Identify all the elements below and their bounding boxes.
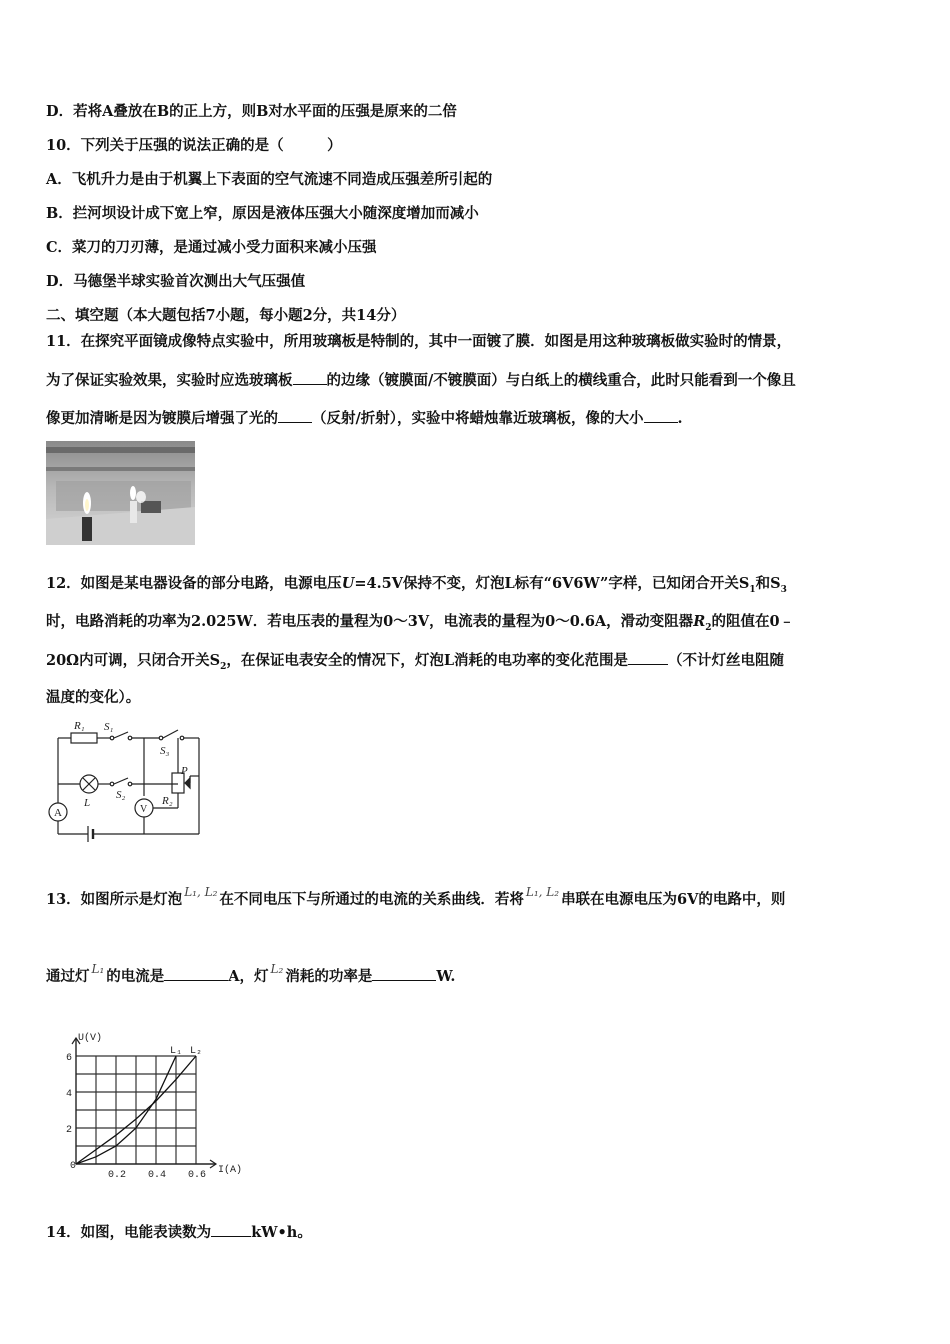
answer-blank	[644, 408, 678, 423]
answer-blank	[278, 408, 312, 423]
switch-s2-lever	[114, 778, 128, 784]
q12-text: 12．如图是某电器设备的部分电路，电源电压	[46, 575, 342, 592]
q11-line2	[46, 370, 796, 391]
q11-line1: 11．在探究平面镜成像特点实验中，所用玻璃板是特制的，其中一面镀了膜．如图是用这种玻璃板做实验时的情景，	[46, 333, 792, 350]
q12-line1	[46, 574, 787, 600]
candle-experiment-photo	[46, 441, 195, 545]
answer-blank	[164, 966, 228, 981]
q12-text: 的阻值在0﹣	[711, 613, 795, 630]
q11-text: 为了保证实验效果，实验时应选玻璃板	[46, 372, 293, 389]
subscript: 1	[749, 584, 756, 595]
subscript: 2	[705, 622, 712, 633]
chart-labels	[78, 1032, 242, 1176]
answer-blank	[628, 650, 668, 665]
switch-contact	[110, 736, 114, 740]
x-tick-label: 0.2	[108, 1170, 127, 1181]
label-s2: S₂	[116, 789, 126, 801]
subscript: 3	[780, 584, 787, 595]
label-p: P	[181, 765, 188, 777]
q12-text: 和S	[755, 575, 781, 592]
label-l: L	[84, 797, 91, 809]
slider-arrow	[185, 778, 190, 788]
q11-text: 的边缘（镀膜面/不镀膜面）与白纸上的横线重合，此时只能看到一个像且	[326, 372, 796, 389]
y-tick-label: 2	[66, 1125, 73, 1136]
math-l2: L₂	[270, 962, 284, 976]
label-s3: S₃	[160, 745, 170, 757]
q14-text: 14．如图，电能表读数为	[46, 1224, 212, 1241]
q12-text: （不计灯丝电阻随	[668, 652, 785, 669]
q13-line1	[46, 885, 786, 910]
math-l1: L₁	[91, 962, 105, 976]
switch-contact	[159, 736, 163, 740]
q10-option-d: D．马德堡半球实验首次测出大气压强值	[46, 273, 306, 290]
voltage-symbol: U	[341, 575, 355, 592]
q14-text: kW•h。	[251, 1224, 312, 1241]
q13-line2	[46, 962, 456, 987]
math-l1-l2: L₁, L₂	[184, 885, 218, 899]
chart-grid	[76, 1056, 196, 1164]
switch-s3-lever	[163, 730, 178, 738]
switch-contact	[128, 736, 132, 740]
q10-stem: 10．下列关于压强的说法正确的是（ ）	[46, 137, 342, 154]
y-tick-label: 6	[66, 1053, 73, 1064]
q12-line2	[46, 612, 794, 638]
q14-line	[46, 1222, 312, 1243]
series-label-2: L₂	[190, 1046, 203, 1057]
q13-text: 的电流是	[106, 968, 165, 985]
q11-text: .	[677, 410, 683, 427]
switch-contact	[180, 736, 184, 740]
q12-line3	[46, 650, 784, 677]
subscript: 2	[220, 661, 227, 672]
q12-text: ，在保证电表安全的情况下，灯泡L消耗的电功率的变化范围是	[226, 652, 629, 669]
q12-text: 20Ω内可调，只闭合开关S	[46, 652, 221, 669]
q10-option-a: A．飞机升力是由于机翼上下表面的空气流速不同造成压强差所引起的	[46, 171, 493, 188]
resistor-r1	[71, 733, 97, 743]
iu-chart	[56, 1014, 270, 1182]
x-tick-label: 0.4	[148, 1170, 167, 1181]
math-l1-l2: L₁, L₂	[525, 885, 560, 899]
q11-text: （反射/折射），实验中将蜡烛靠近玻璃板，像的大小	[312, 410, 644, 427]
section-heading: 二、填空题（本大题包括7小题，每小题2分，共14分）	[46, 307, 406, 324]
switch-contact	[128, 782, 132, 786]
q13-text: 串联在电源电压为6V的电路中，则	[561, 891, 786, 908]
switch-s1-lever	[114, 732, 128, 738]
y-axis-label: U(V)	[78, 1033, 103, 1044]
origin-label: 0	[70, 1161, 77, 1172]
q13-text: A，灯	[228, 968, 269, 985]
q13-text: 在不同电压下与所通过的电流的关系曲线．若将	[219, 891, 524, 908]
q13-text: 消耗的功率是	[285, 968, 373, 985]
answer-blank	[293, 370, 327, 385]
circuit-diagram	[44, 716, 214, 850]
answer-blank	[211, 1222, 251, 1237]
q13-text: 通过灯	[46, 968, 90, 985]
q10-option-b: B．拦河坝设计成下宽上窄，原因是液体压强大小随深度增加而减小	[46, 205, 479, 222]
q12-text: 时，电路消耗的功率为2.025W．若电压表的量程为0～3V，电流表的量程为0～0.6A，滑动变阻器	[46, 613, 694, 630]
q10-option-c: C．菜刀的刀刃薄，是通过减小受力面积来减小压强	[46, 239, 377, 256]
q12-text: =4.5V保持不变，灯泡L标有“6V6W”字样，已知闭合开关S	[354, 575, 750, 592]
switch-contact	[110, 782, 114, 786]
label-s1: S₁	[104, 721, 114, 733]
q12-line4: 温度的变化）。	[46, 689, 141, 706]
x-axis-label: I(A)	[218, 1165, 243, 1176]
x-tick-label: 0.6	[188, 1170, 207, 1181]
q9-option-d: D．若将A叠放在B的正上方，则B对水平面的压强是原来的二倍	[46, 103, 457, 120]
q11-line3	[46, 408, 683, 429]
label-ammeter: A	[54, 807, 62, 819]
label-voltmeter: V	[140, 804, 148, 815]
series-label-1: L₁	[170, 1046, 183, 1057]
answer-blank	[372, 966, 436, 981]
resistor-symbol: R	[693, 613, 706, 630]
label-r1: R₁	[74, 720, 85, 732]
q11-text: 像更加清晰是因为镀膜后增强了光的	[46, 410, 278, 427]
q13-text: W.	[436, 968, 456, 985]
label-r2: R₂	[162, 795, 173, 807]
q13-text: 13．如图所示是灯泡	[46, 891, 183, 908]
y-tick-label: 4	[66, 1089, 73, 1100]
